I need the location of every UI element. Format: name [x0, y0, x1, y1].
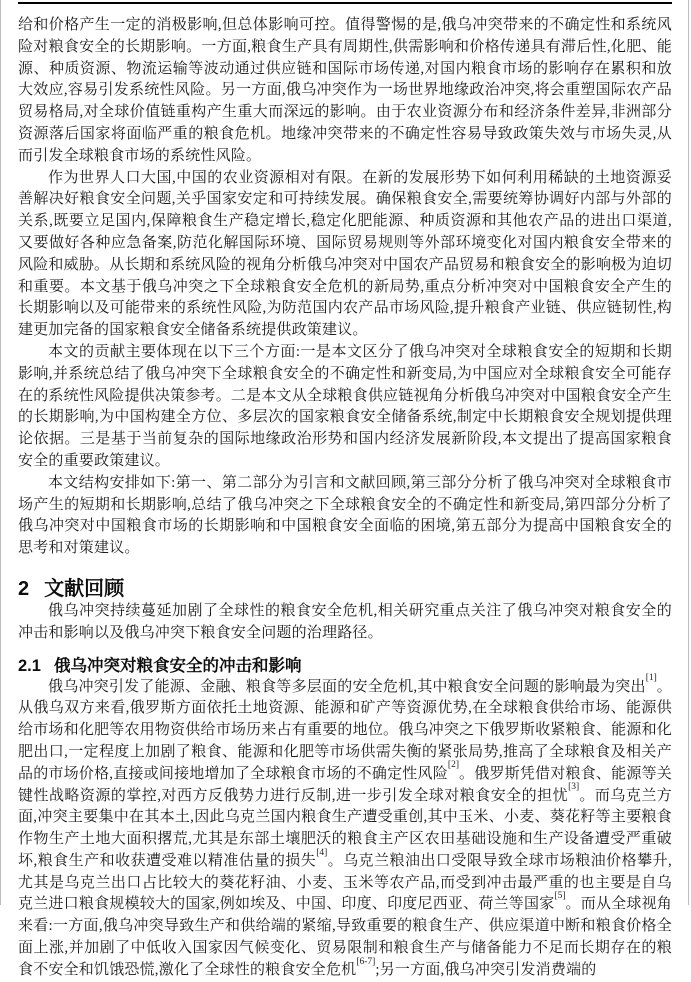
paragraph-segment: 。从俄乌双方来看,俄罗斯方面依托土地资源、能源和矿产等资源优势,在全球粮食供给市场、能源供给市场和化肥等农用物资供给市场历来占有重要的地位。俄乌冲突之下俄罗斯收紧粮食、能源和化肥出口,一定程度上加剧了粮食、能源和化肥等市场供需失衡的紧张局势,推高了全球粮食及相关产品的市场价格,直接或间接地增加了全球粮食市场的不确定性风险	[18, 678, 672, 782]
paragraph-with-citations	[18, 673, 673, 982]
section-title: 文献回顾	[44, 577, 125, 600]
subsection-heading-2-1	[18, 656, 672, 677]
citation-ref: [5]	[554, 891, 566, 902]
citation-ref: [4]	[316, 847, 328, 858]
paragraph: 作为世界人口大国,中国的农业资源相对有限。在新的发展形势下如何利用稀缺的土地资源妥善解决好粮食安全问题,关乎国家安定和可持续发展。确保粮食安全,需要统筹协调好内部与外部的关系,既要立足国内,保障粮食生产稳定增长,稳定化肥能源、种质资源和其他农产品的进出口渠道,又要做好各种应急备案,防范化解国际环境、国际贸易规则等外部环境变化对国内粮食安全带来的风险和威胁。从长期和系统风险的视角分析俄乌冲突对中国农产品贸易和粮食安全的影响极为迫切和重要。本文基于俄乌冲突之下全球粮食安全危机的新局势,重点分析冲突对中国粮食安全产生的长期影响以及可能带来的系统性风险,为防范国内农产品市场风险,提升粮食产业链、供应链韧性,构建更加完备的国家粮食安全储备系统提供政策建议。	[18, 169, 672, 339]
paragraph-segment: 。俄罗斯凭借对粮食、能源等关键性战略资源的掌控,对西方反俄势力进行反制,进一步引发全球对粮食安全的担忧	[18, 765, 672, 804]
paragraph-segment: 。而乌克兰方面,冲突主要集中在其本土,因此乌克兰国内粮食生产遭受重创,其中玉米、小麦、葵花籽等主要粮食作物生产土地大面积撂荒,尤其是东部土壤肥沃的粮食主产区农田基础设施和生产设备遭受严重破坏,粮食生产和收获遭受难以精准估量的损失	[18, 787, 673, 869]
subsection-title: 俄乌冲突对粮食安全的冲击和影响	[53, 656, 302, 675]
paragraph-segment: ;另一方面,俄乌冲突引发消费端的	[375, 961, 597, 978]
page-edge-left	[0, 0, 1, 905]
paragraph: 本文结构安排如下:第一、第二部分为引言和文献回顾,第三部分分析了俄乌冲突对全球粮食市场产生的短期和长期影响,总结了俄乌冲突之下全球粮食安全的不确定性和新变局,第四部分分析了俄乌冲突对中国粮食市场的长期影响和中国粮食安全面临的困境,第五部分为提高中国粮食安全的思考和对策建议。	[18, 474, 672, 557]
citation-ref: [6-7]	[356, 956, 376, 967]
section-number: 2	[18, 577, 30, 600]
paragraph-segment: 。而从全球视角来看:一方面,俄乌冲突导致生产和供给端的紧缩,导致重要的粮食生产、供应渠道中断和粮食价格全面上涨,并加剧了中低收入国家因气候变化、贸易限制和粮食生产与储备能力不足而长期存在的粮食不安全和饥饿恐慌,激化了全球性的粮食安全危机	[18, 896, 672, 978]
paragraph: 本文的贡献主要体现在以下三个方面:一是本文区分了俄乌冲突对全球粮食安全的短期和长期影响,并系统总结了俄乌冲突下全球粮食安全的不确定性和新变局,为中国应对全球粮食安全可能存在的系统性风险提供决策参考。二是本文从全球粮食供应链视角分析俄乌冲突对中国粮食安全产生的长期影响,为中国构建全方位、多层次的国家粮食安全储备系统,制定中长期粮食安全规划提供理论依据。三是基于当前复杂的国际地缘政治形势和国内经济发展新阶段,本文提出了提高国家粮食安全的重要政策建议。	[18, 343, 672, 469]
paragraph-segment: 俄乌冲突引发了能源、金融、粮食等多层面的安全危机,其中粮食安全问题的影响最为突出	[48, 678, 646, 695]
section-heading-literature-review	[18, 577, 672, 601]
citation-ref: [1]	[645, 673, 657, 684]
paper-page-content	[18, 0, 672, 982]
page-edge-right	[688, 0, 689, 905]
citation-ref: [2]	[447, 760, 459, 771]
citation-ref: [3]	[568, 782, 580, 793]
paragraph-segment: 。乌克兰粮油出口受限导致全球市场粮油价格攀升,尤其是乌克兰出口占比较大的葵花籽油、小麦、玉米等农产品,而受到冲击最严重的也主要是自乌克兰进口粮食规模较大的国家,例如埃及、中国、印度、印度尼西亚、荷兰等国家	[18, 852, 672, 913]
paragraph: 俄乌冲突持续蔓延加剧了全球性的粮食安全危机,相关研究重点关注了俄乌冲突对粮食安全的冲击和影响以及俄乌冲突下粮食安全问题的治理路径。	[18, 602, 672, 641]
paragraph-continued: 给和价格产生一定的消极影响,但总体影响可控。值得警惕的是,俄乌冲突带来的不确定性和系统风险对粮食安全的长期影响。一方面,粮食生产具有周期性,供需影响和价格传递具有滞后性,化肥、能源、种质资源、物流运输等波动通过供应链和国际市场传递,对国内粮食市场的影响存在累积和放大效应,容易引发系统性风险。另一方面,俄乌冲突作为一场世界地缘政治冲突,将会重塑国际农产品贸易格局,对全球价值链重构产生重大而深远的影响。由于农业资源分布和经济条件差异,非洲部分资源落后国家将面临严重的粮食危机。地缘冲突带来的不确定性容易导致政策失效与市场失灵,从而引发全球粮食市场的系统性风险。	[18, 17, 672, 164]
subsection-number: 2.1	[18, 656, 41, 675]
